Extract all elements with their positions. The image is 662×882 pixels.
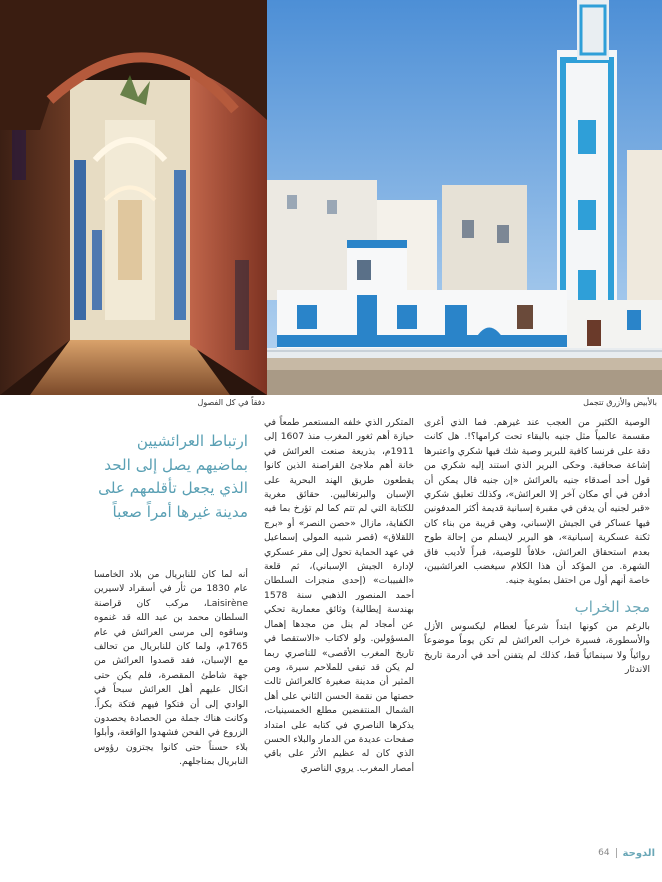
section-heading: مجد الخراب bbox=[574, 597, 650, 616]
article-paragraph: المتكرر الذي خلفه المستعمر طمعاً في حيازة أهم ثغور المغرب منذ 1607 إلى 1911م، بذريعة صنعت العرائش في خانة أهم ملاجئ القراصنة الذين كانوا يقطعون طريق الهند البحرية على الإسبان والبرتغاليين. حقائق مغرية للكتابة التي لم تتم كما لم تؤرخ بما فيه الكفاية، مازال «حصن النصر» أو «برج اللقلاق» (قصر شبيه المولى إسماعيل في عهد الحماية تحول إلى مقر عسكري لإدارة الجيش الإسباني)، ثم قلعة «الفبيبات» (إحدى منجزات السلطان أحمد المنصور الذهبي سنة 1578 بهندسة إيطالية) وثائق معمارية تحكي عن أمجاد لم ينل من مجدها إهمال المسؤولين. ولو لاكتاب «الاستقصا في تاريخ المغرب الأقصى» للناصري ربما لم يكن قد تبقى للملاحم سيرة، ومن المثير أن مدينة صغيرة كالعرائش ثالت حصتها من نقمة الحسن الثاني على أهل الشمال المنتفضين مطلع الخمسينيات، يذكرها الناصري في كتابه على امتداد صفحات عديدة من الدمار والبلاء الحسن الذي كان له عظيم الأثر على باقي أمصار المغرب. يروي الناصري bbox=[263, 417, 415, 774]
right-photo-caption: بالأبيض والأزرق تتجمل bbox=[583, 398, 657, 407]
magazine-name: الدوحة bbox=[622, 847, 655, 859]
footer-divider bbox=[616, 848, 617, 858]
article-paragraph: الوصية الكثير من العجب عند غيرهم. فما الذي أغرى مقسمة عالمياً مثل جنيه بالبقاء تحت كرامها؟!. هل كانت دقة على فرنسا كافية للبرير وصية شك فيها شكري واعتبرها إشاعة صحافية. وحكى البرير الذي استند إليه شكري من قول أحد أصدقاء جنيه بالعرائش «إن جنيه قال يمكن أن أدفن في أي مكان آخر إلا العرائش»، وكذلك تعليق شكري «قبر لجنيه أن يدفن في مقبرة إسبانية قديمة أكثر المدفونين فيها عساكر في الجيش الإسباني، وهي قريبة من بناء كان ثكنة عسكرية إسبانية»، هو البرير لايسلم من إحالة طوح بعدم استحقاق العرائش، خلافاً للوصية، قبراً لأديب فاق الشهرة. من المؤكد أن هذا الكلام سيغضب العرائشيين، خاصة أنهم أول من احتفل بمئوية جنيه. bbox=[424, 417, 650, 587]
article-paragraph: أنه لما كان للنابريال من بلاد الخامسا عام 1830 من ثأر في أسقراد لاسيرين Laisirène، مركب كان قراصنة السلطان محمد بن عبد الله قد غنموه وساقوه إلى مرسى العرائش في عام 1765م، ولما كان للنابريال من تحالف مع الإسبان، فقد قصدوا العرائش من جهة شاطئ المقصرة، فلم يكن حتى انكال عليهم أهل العرائش سبحاً في الوادي إلى أن فتكوا فيهم فتكة بكراً. وكانت هناك جملة من الحصادة يحصدون الزروع في الفحن فشهدوا الواقعة، وأبلوا بلاء حسناً حتى كانوا يجتزون رؤوس النابريال بمناجلهم. bbox=[94, 569, 248, 768]
article-column-left bbox=[94, 568, 248, 770]
article-column-middle bbox=[264, 416, 414, 776]
alley-archway-photo bbox=[0, 0, 267, 395]
minaret-building-photo bbox=[267, 0, 662, 395]
article-paragraph: بالرغم من كونها ابتداً شرعياً لعطام ليكسوس الأزل والأسطورة، فسيرة خراب العرائش لم تكن يوماً موضوعاً روائياً ولا سينمائياً قط، كذلك لم يتفنن أحد في أدرمة تاريخ الاندثار bbox=[424, 620, 650, 676]
pull-quote: ارتباط العرائشيين بماضيهم يصل إلى الحد الذي يجعل تأقلمهم على مدينة غيرها أمراً صعباً bbox=[98, 432, 248, 521]
page-footer bbox=[575, 846, 655, 860]
left-photo-caption: دفقاً في كل الفصول bbox=[197, 398, 265, 407]
page-number: 64 bbox=[598, 848, 610, 858]
article-column-right bbox=[424, 416, 650, 678]
